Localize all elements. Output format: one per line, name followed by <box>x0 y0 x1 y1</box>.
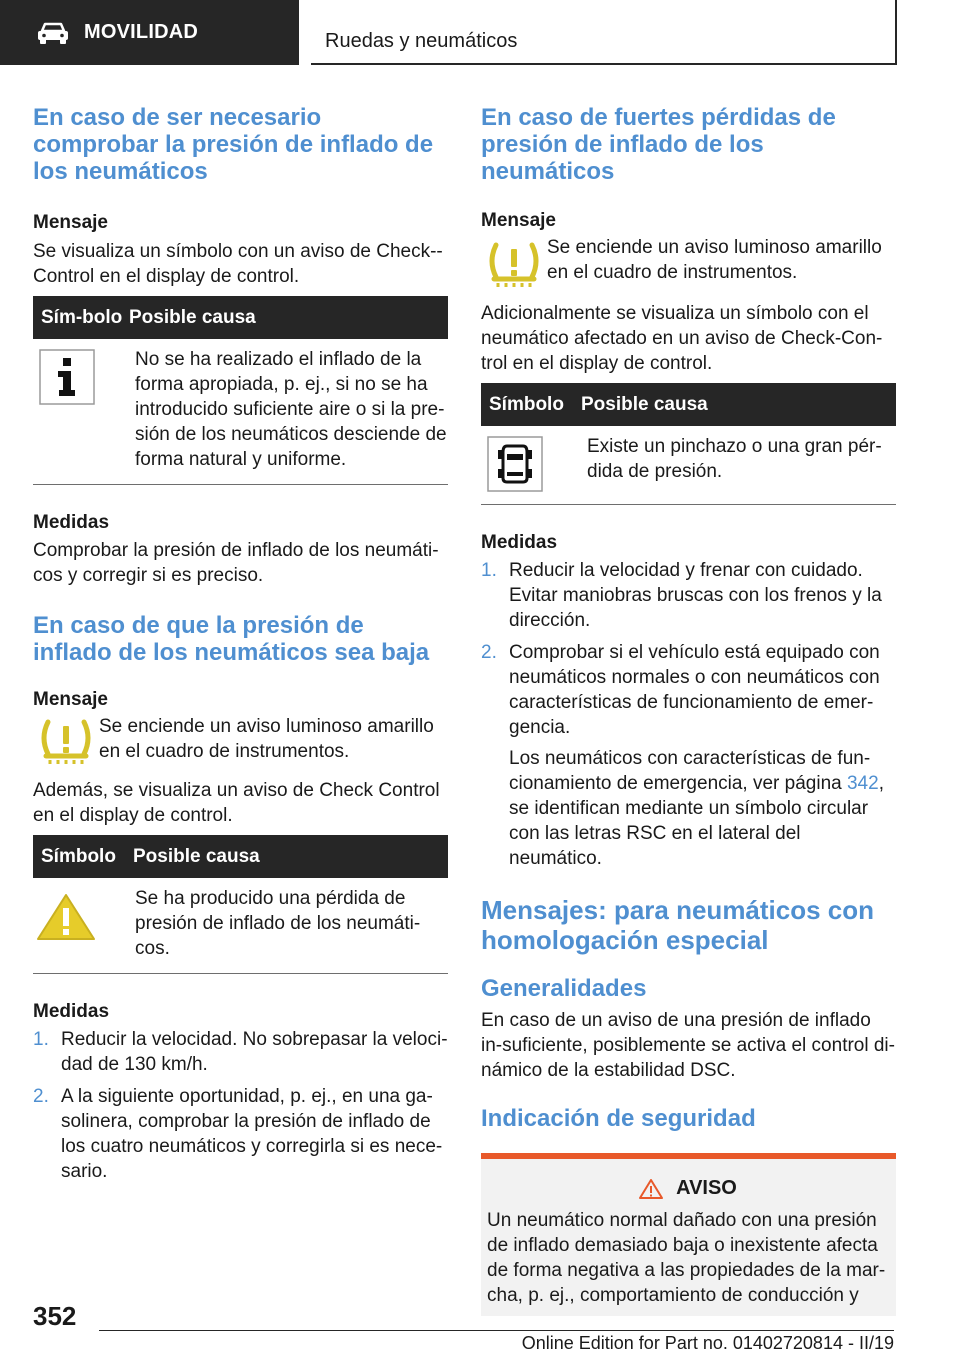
right-column <box>481 100 896 1316</box>
header-section-tab <box>0 0 299 65</box>
section-heading: En caso de ser necesario comprobar la presión de inflado de los neumáticos <box>33 104 434 185</box>
list-item <box>481 640 896 871</box>
measures-text: Comprobar la presión de inflado de los neumáti-cos y corregir si es preciso. <box>33 540 439 586</box>
chapter-title: Ruedas y neumáticos <box>325 30 518 52</box>
message-row <box>481 235 896 291</box>
list-text: Comprobar si el vehículo está equipado con neumáticos normales o con neumáticos con características de funcionamiento de emer-gencia. <box>509 642 880 738</box>
section-heading: Mensajes: para neumáticos con homologación especial <box>481 895 875 955</box>
chapter-header <box>311 0 897 65</box>
list-number: 1. <box>481 560 497 581</box>
page-reference-link[interactable]: 342 <box>846 773 879 794</box>
table-row <box>33 339 448 485</box>
car-icon <box>36 21 70 45</box>
list-text: Reducir la velocidad y frenar con cuidado. Evitar maniobras bruscas con los frenos y la dirección. <box>509 560 882 631</box>
additional-text: Adicionalmente se visualiza un símbolo con el neumático afectado en un aviso de Check-Con-trol en el display de control. <box>481 303 883 374</box>
message-row <box>33 714 448 768</box>
table-header-symbol: Símbolo <box>489 394 564 415</box>
warning-triangle-icon <box>638 1178 664 1200</box>
left-column <box>33 100 448 1184</box>
message-label: Mensaje <box>33 689 108 710</box>
message-label: Mensaje <box>33 212 108 233</box>
section-heading: En caso de fuertes pérdidas de presión de inflado de los neumáticos <box>481 104 836 185</box>
table-row <box>481 426 896 505</box>
measures-label: Medidas <box>33 512 110 533</box>
list-text: Reducir la velocidad. No sobrepasar la veloci-dad de 130 km/h. <box>61 1029 448 1075</box>
table-cause-text: No se ha realizado el inflado de la forma apropiada, p. ej., si no se ha introducido suficiente aire o si la pre-sión de los neumáticos desciende de forma natural y uniforme. <box>135 349 447 470</box>
table-header-symbol: Sím-bolo <box>41 307 123 328</box>
edition-note: Online Edition for Part no. 01402720814 - II/19 <box>521 1333 894 1353</box>
measures-label: Medidas <box>481 532 558 553</box>
warning-title-row <box>487 1177 888 1200</box>
list-item <box>33 1084 448 1184</box>
warning-box <box>481 1153 896 1316</box>
table-header-symbol: Símbolo <box>41 846 116 867</box>
list-item <box>33 1027 448 1077</box>
list-subparagraph: Los neumáticos con características de fun-cionamiento de emergencia, ver página 342, se identifican mediante un símbolo circular con las letras RSC en el lateral del neumático. <box>509 748 884 869</box>
list-number: 2. <box>33 1086 49 1107</box>
measures-list <box>33 1027 448 1184</box>
footer-divider <box>99 1330 894 1331</box>
tire-pressure-warning-icon <box>481 241 547 291</box>
message-text: Se enciende un aviso luminoso amarillo en el cuadro de instrumentos. <box>99 716 434 762</box>
table-cause-text: Existe un pinchazo o una gran pér-dida de presión. <box>587 436 882 482</box>
car-tire-top-view-icon <box>487 436 543 492</box>
table-row <box>33 878 448 974</box>
message-text: Se visualiza un símbolo con un aviso de Check--Control en el display de control. <box>33 241 443 287</box>
measures-list <box>481 558 896 871</box>
section-title: MOVILIDAD <box>84 21 199 43</box>
message-label: Mensaje <box>481 210 556 231</box>
warning-text: Un neumático normal dañado con una presión de inflado demasiado baja o inexistente afecta de forma negativa a las propiedades de la mar-cha, p. ej., comportamiento de conducción y <box>487 1210 886 1306</box>
safety-heading: Indicación de seguridad <box>481 1105 756 1132</box>
table-header <box>33 296 448 339</box>
section-heading: En caso de que la presión de inflado de los neumáticos sea baja <box>33 612 430 666</box>
list-number: 1. <box>33 1029 49 1050</box>
warning-triangle-icon <box>35 892 97 942</box>
table-header-cause: Posible causa <box>129 307 256 328</box>
table-header <box>33 835 448 878</box>
page-number: 352 <box>33 1301 77 1331</box>
measures-label: Medidas <box>33 1001 110 1022</box>
general-text: En caso de un aviso de una presión de inflado in-suficiente, posiblemente se activa el control di-námico de la estabilidad DSC. <box>481 1010 895 1081</box>
info-icon <box>39 349 95 405</box>
list-number: 2. <box>481 642 497 663</box>
list-text: A la siguiente oportunidad, p. ej., en una ga-solinera, comprobar la presión de inflado de los cuatro neumáticos y corregirla si es nece-sario. <box>61 1086 443 1182</box>
table-cause-text: Se ha producido una pérdida de presión de inflado de los neumáti-cos. <box>135 888 421 959</box>
table-header-cause: Posible causa <box>581 394 708 415</box>
table-header <box>481 383 896 426</box>
additional-text: Además, se visualiza un aviso de Check Control en el display de control. <box>33 780 440 826</box>
table-header-cause: Posible causa <box>133 846 260 867</box>
list-item <box>481 558 896 633</box>
warning-title: AVISO <box>676 1177 737 1199</box>
subsection-heading: Generalidades <box>481 975 647 1002</box>
message-text: Se enciende un aviso luminoso amarillo en el cuadro de instrumentos. <box>547 237 882 283</box>
tire-pressure-warning-icon <box>33 718 99 768</box>
